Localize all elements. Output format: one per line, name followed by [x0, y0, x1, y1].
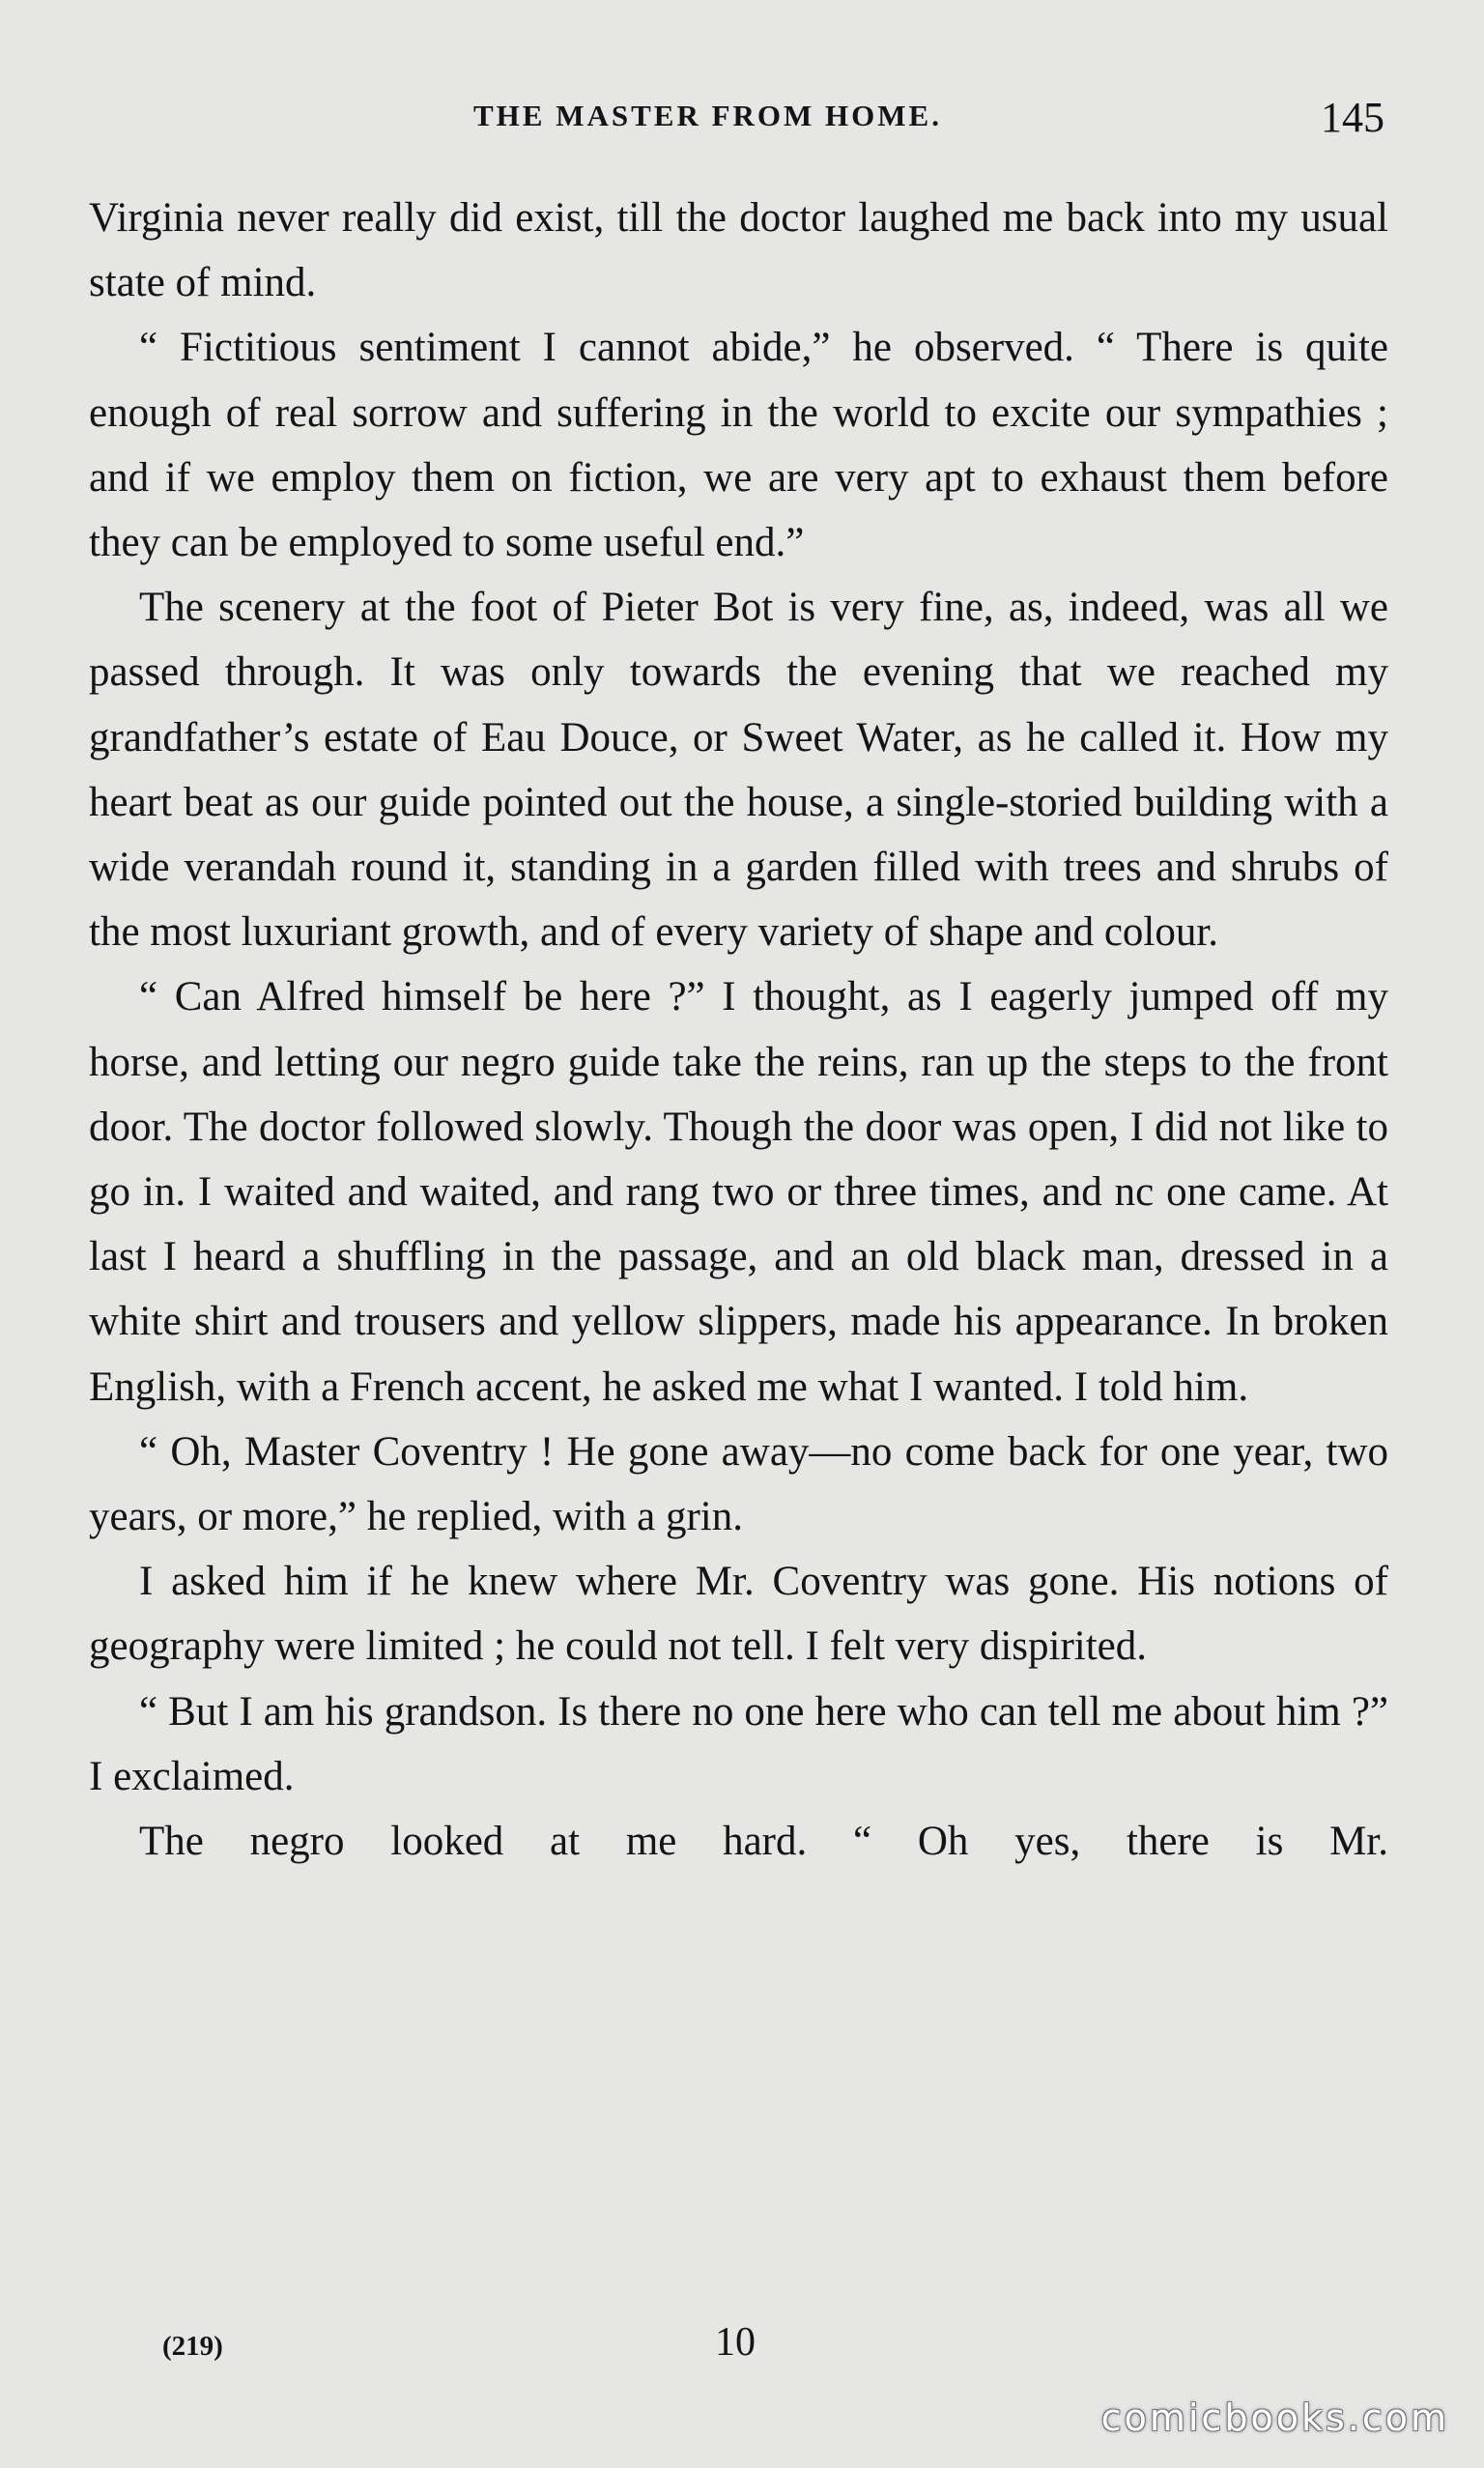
paragraph: “ Can Alfred himself be here ?” I thought, as I eagerly jumped off my horse, and letting our negro guide take the reins, ran up the steps to the front door. The doctor followed slowly. Though the door was open, I did not like to go in. I waited and waited, and rang two or three times, and nc one came. At last I heard a shuffling in the passage, and an old black man, dressed in a white shirt and trousers and yellow slippers, made his appearance. In broken English, with a French accent, he asked me what I wanted. I told him. [89, 974, 1388, 1410]
paragraph: I asked him if he knew where Mr. Coventry was gone. His notions of geography were limited ; he could not tell. I felt very dispirited. [89, 1559, 1388, 1670]
paragraph: “ But I am his grandson. Is there no one here who can tell me about him ?” I exclaimed. [89, 1688, 1388, 1799]
running-head [0, 93, 1484, 151]
signature-mark: (219) [162, 2331, 223, 2362]
page-number: 145 [1321, 94, 1384, 141]
body-text [89, 186, 1388, 1874]
paragraph: “ Fictitious sentiment I cannot abide,” he observed. “ There is quite enough of real sorrow and suffering in the world to excite our sympathies ; and if we employ them on fiction, we are very apt to exhaust them before they can be employed to some useful end.” [89, 325, 1388, 566]
running-title: THE MASTER FROM HOME. [473, 99, 942, 132]
paragraph: The negro looked at me hard. “ Oh yes, there is Mr. [139, 1819, 1388, 1865]
gathering-number: 10 [715, 2320, 756, 2365]
paragraph: “ Oh, Master Coventry ! He gone away—no come back for one year, two years, or more,” he replied, with a grin. [89, 1428, 1388, 1540]
watermark-text: comicbooks.com [1100, 2396, 1449, 2439]
paragraph: Virginia never really did exist, till the doctor laughed me back into my usual state of mind. [89, 195, 1388, 306]
paragraph: The scenery at the foot of Pieter Bot is very fine, as, indeed, was all we passed through. It was only towards the evening that we reached my grandfather’s estate of Eau Douce, or Sweet Water, as he called it. How my heart beat as our guide pointed out the house, a single-storied building with a wide verandah round it, standing in a garden filled with trees and shrubs of the most luxuriant growth, and of every variety of shape and colour. [89, 585, 1388, 956]
